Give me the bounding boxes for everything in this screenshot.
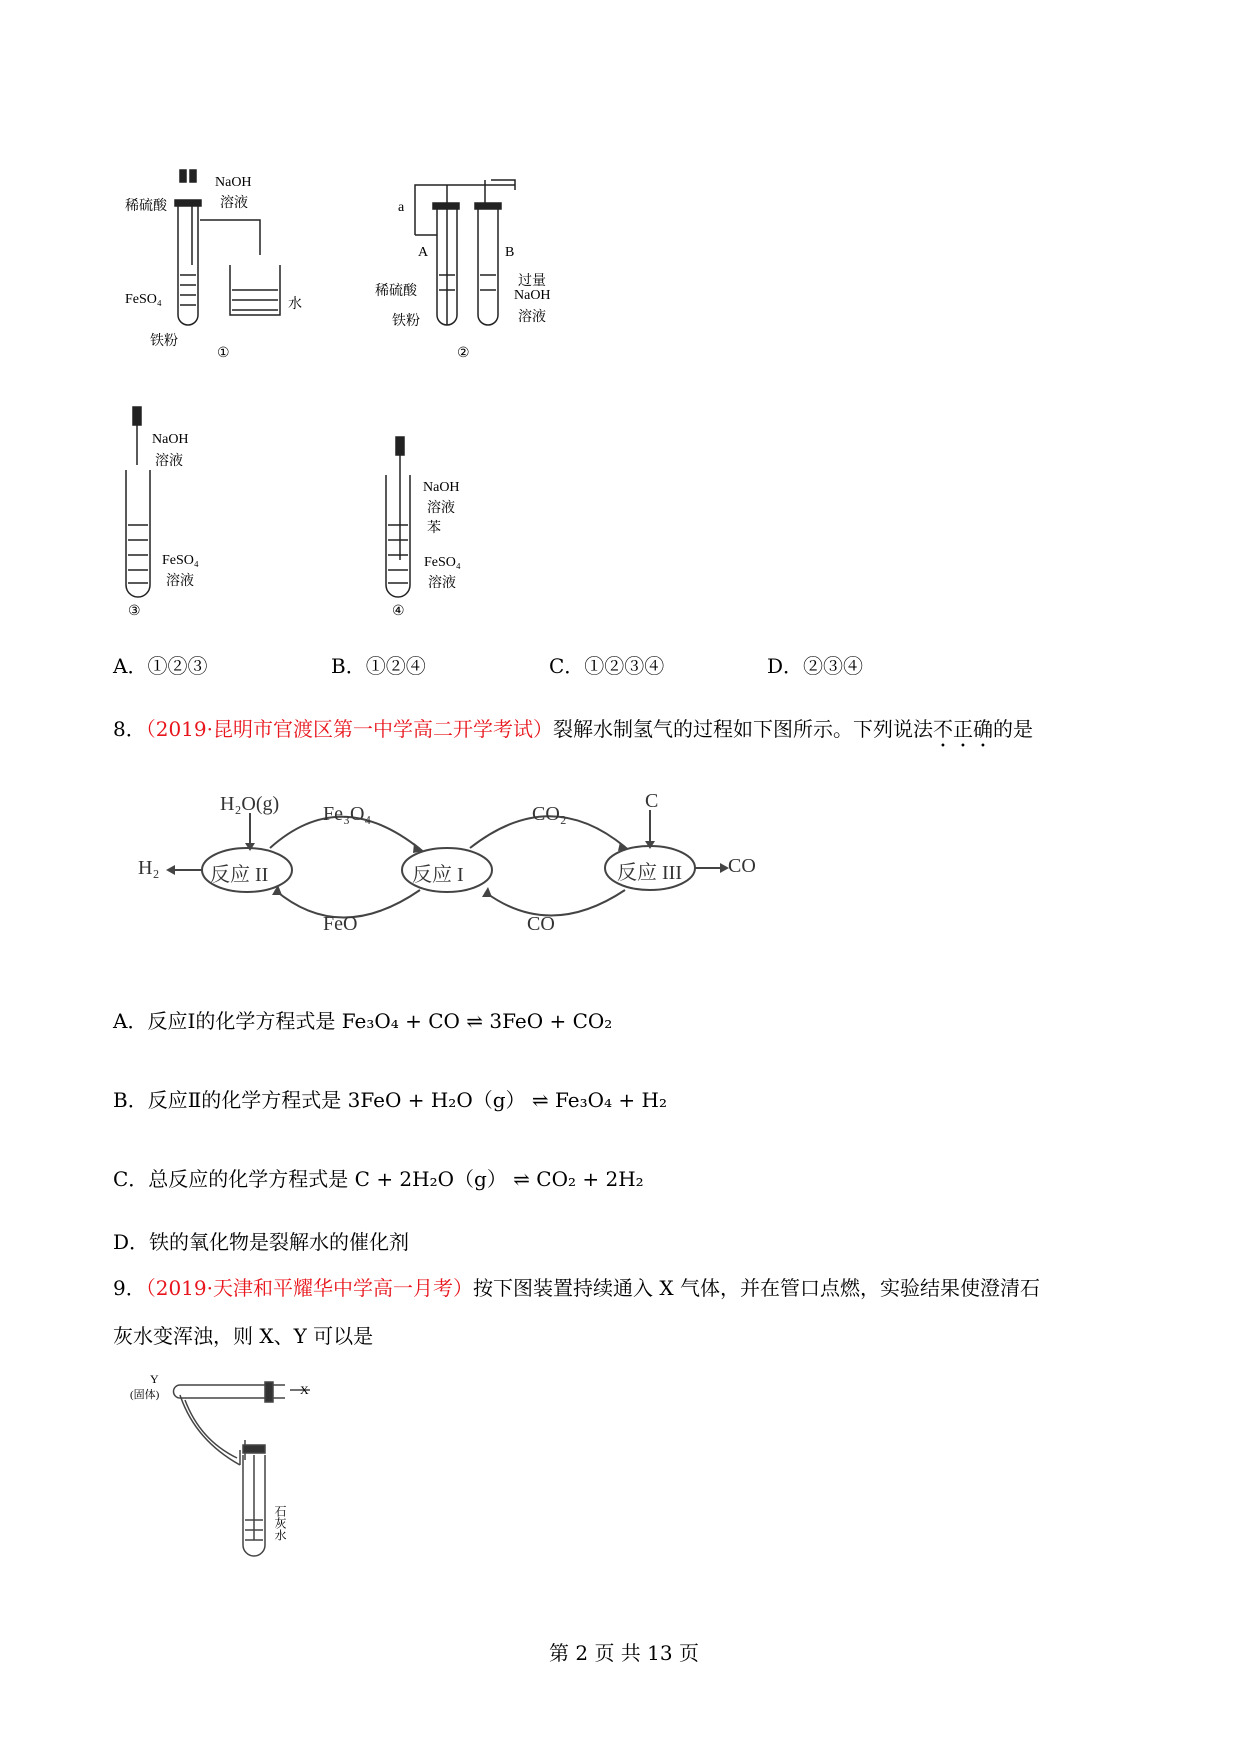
- q7-option-b[interactable]: B．①②④: [331, 654, 426, 678]
- label-naoh: NaOH: [152, 432, 189, 447]
- label-dilute-sulfuric-acid: 稀硫酸: [125, 199, 167, 214]
- label-naoh: NaOH: [215, 175, 252, 190]
- label-h2o-gas: H₂O(g): [220, 793, 280, 815]
- label-y: Y: [150, 1372, 159, 1386]
- stem-text: 按下图装置持续通入 X 气体，并在管口点燃，实验结果使澄清石: [473, 1276, 1040, 1300]
- question-source: （2019·昆明市官渡区第一中学高二开学考试）: [145, 717, 553, 741]
- label-dilute-sulfuric-acid: 稀硫酸: [375, 284, 417, 299]
- figure-number-3: ③: [128, 604, 141, 619]
- reaction-3-node: 反应 III: [617, 862, 682, 884]
- label-naoh: NaOH: [514, 288, 551, 303]
- label-feso4: FeSO₄: [424, 555, 461, 570]
- reaction-2-node: 反应 II: [210, 864, 269, 886]
- q9-stem-line2: 灰水变浑浊，则 X、Y 可以是: [113, 1324, 374, 1348]
- q8-option-d[interactable]: D．铁的氧化物是裂解水的催化剂: [113, 1230, 410, 1254]
- label-feso4: FeSO₄: [125, 292, 162, 307]
- stem-text-end: 的是: [993, 717, 1033, 741]
- q7-option-c[interactable]: C．①②③④: [549, 654, 665, 678]
- figure-number-2: ②: [457, 346, 470, 361]
- q7-option-a[interactable]: A．①②③: [113, 654, 208, 678]
- label-solution: 溶液: [155, 454, 183, 469]
- label-feo: FeO: [323, 913, 358, 935]
- emphasis-text: 不正确: [933, 717, 993, 741]
- label-water: 水: [288, 297, 302, 312]
- q9-stem: [113, 1272, 1040, 1301]
- label-iron-powder: 铁粉: [150, 334, 178, 349]
- label-co2: CO₂: [532, 803, 567, 825]
- figure-number-1: ①: [217, 346, 230, 361]
- label-iron-powder: 铁粉: [392, 314, 420, 329]
- label-fe3o4: Fe₃O₄: [323, 803, 372, 825]
- label-tube-a: A: [418, 245, 429, 260]
- figure-number-4: ④: [392, 604, 405, 619]
- label-excess: 过量: [518, 274, 546, 289]
- label-tube-b: B: [505, 245, 515, 260]
- label-solution: 溶液: [428, 576, 456, 591]
- label-co-output: CO: [728, 855, 756, 877]
- reaction-1-node: 反应 I: [412, 864, 464, 886]
- label-x: X: [300, 1383, 309, 1397]
- label-clamp-a: a: [398, 200, 405, 215]
- q8-option-b[interactable]: B．反应Ⅱ的化学方程式是 3FeO + H₂O（g） ⇌ Fe₃O₄ + H₂: [113, 1088, 667, 1112]
- q7-option-d[interactable]: D．②③④: [767, 654, 864, 678]
- label-solid: (固体): [130, 1389, 160, 1401]
- label-solution: 溶液: [427, 501, 455, 516]
- question-source: （2019·天津和平耀华中学高一月考）: [145, 1276, 473, 1300]
- q8-stem: [113, 713, 1033, 752]
- label-co: CO: [527, 913, 555, 935]
- q8-option-c[interactable]: C．总反应的化学方程式是 C + 2H₂O（g） ⇌ CO₂ + 2H₂: [113, 1167, 644, 1191]
- label-feso4: FeSO₄: [162, 553, 199, 568]
- q8-option-a[interactable]: A．反应Ⅰ的化学方程式是 Fe₃O₄ + CO ⇌ 3FeO + CO₂: [113, 1009, 613, 1033]
- label-benzene: 苯: [427, 521, 441, 536]
- label-solution: 溶液: [518, 310, 546, 325]
- label-h2: H₂: [138, 857, 160, 879]
- question-number: 8．: [113, 717, 146, 741]
- label-carbon: C: [645, 790, 659, 812]
- stem-text: 裂解水制氢气的过程如下图所示。下列说法: [553, 717, 933, 741]
- label-limewater: 石灰水: [273, 1505, 287, 1541]
- label-solution: 溶液: [220, 196, 248, 211]
- label-naoh: NaOH: [423, 480, 460, 495]
- question-number: 9．: [113, 1276, 146, 1300]
- label-solution: 溶液: [166, 574, 194, 589]
- page-footer: 第 2 页 共 13 页: [549, 1641, 699, 1665]
